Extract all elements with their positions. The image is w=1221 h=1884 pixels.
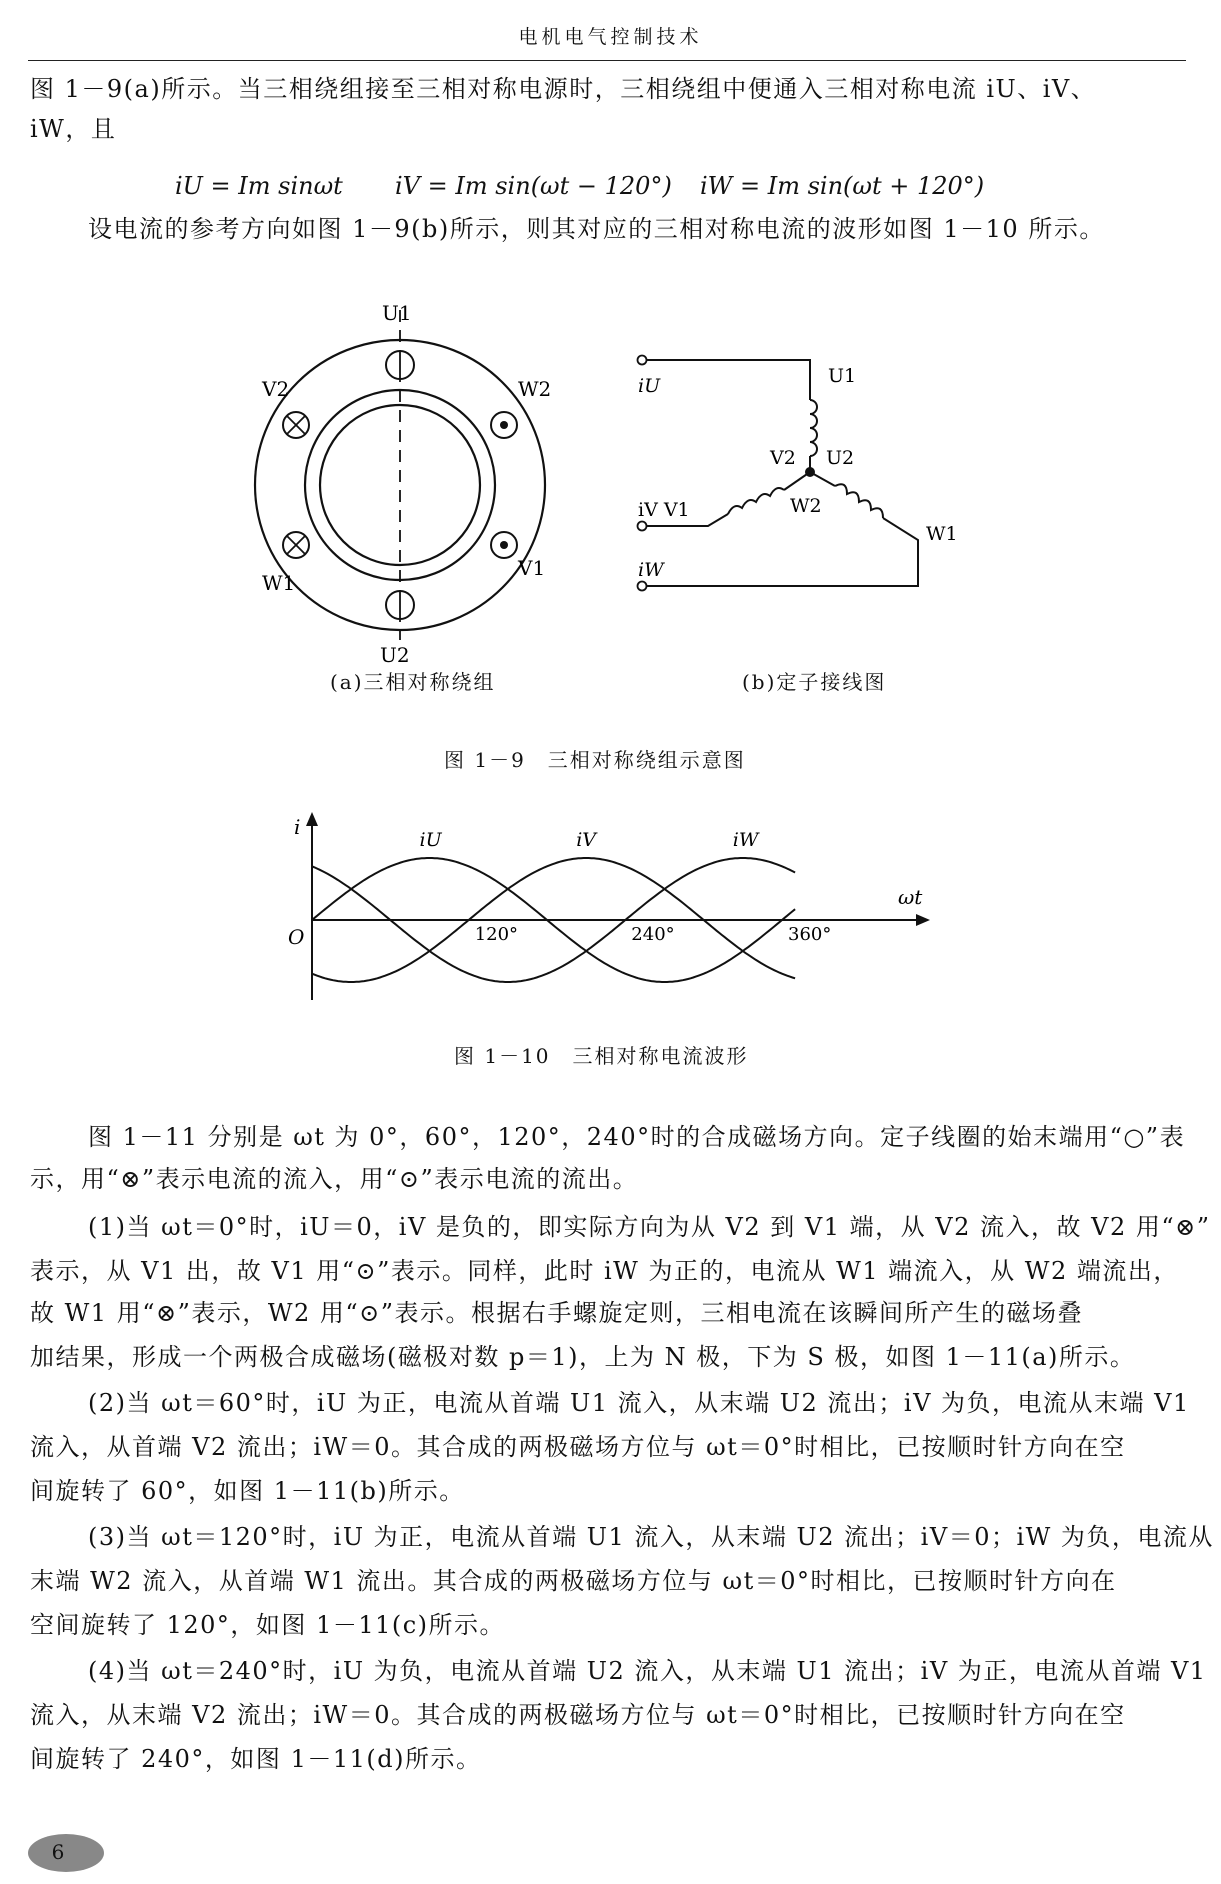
paragraph-line: 间旋转了 60°，如图 1－11(b)所示。 — [30, 1477, 465, 1505]
paragraph-line: 图 1－9(a)所示。当三相绕组接至三相对称电源时，三相绕组中便通入三相对称电流 iU、iV、 — [30, 75, 1097, 103]
paragraph-line: iW，且 — [30, 115, 117, 143]
paragraph-line: 示，用“⊗”表示电流的流入，用“⊙”表示电流的流出。 — [30, 1165, 639, 1193]
terminal-w — [638, 582, 647, 591]
paragraph-line: 间旋转了 240°，如图 1－11(d)所示。 — [30, 1745, 482, 1773]
page-number: 6 — [51, 1840, 65, 1864]
label-iv-v1: iV V1 — [638, 499, 690, 521]
label-iw: iW — [638, 559, 664, 581]
running-header: 电机电气控制技术 — [518, 26, 703, 48]
figure-1-10-caption: 图 1－10 三相对称电流波形 — [454, 1044, 749, 1068]
figure-1-9-caption: 图 1－9 三相对称绕组示意图 — [444, 748, 746, 772]
figure-1-9a-winding-diagram — [240, 290, 560, 670]
stator-outer-circle — [255, 340, 545, 630]
label-u2: U2 — [380, 643, 410, 667]
formula-iw: iW = Im sin(ωt + 120°) — [700, 172, 985, 200]
label-b-u1: U1 — [828, 365, 857, 387]
label-w1: W1 — [262, 571, 296, 595]
paragraph-line: 流入，从首端 V2 流出；iW＝0。其合成的两极磁场方位与 ωt＝0°时相比，已按顺时针方向在空 — [30, 1433, 1126, 1461]
paragraph-line: 故 W1 用“⊗”表示，W2 用“⊙”表示。根据右手螺旋定则，三相电流在该瞬间所产生的磁场叠 — [30, 1299, 1084, 1327]
paragraph-line: (4)当 ωt＝240°时，iU 为负，电流从首端 U2 流入，从末端 U1 流出；iV 为正，电流从首端 V1 — [88, 1657, 1207, 1685]
x-tick-label-240: 240° — [631, 924, 675, 945]
x-axis-label: ωt — [898, 885, 923, 909]
formula-iu: iU = Im sinωt — [175, 172, 343, 200]
x-axis-arrow — [916, 914, 930, 926]
label-b-w1: W1 — [926, 523, 958, 545]
coil-w — [835, 484, 883, 518]
header-rule — [28, 60, 1186, 61]
label-b-u2: U2 — [826, 447, 855, 469]
terminal-v — [638, 522, 647, 531]
figure-1-9a-caption: (a)三相对称绕组 — [330, 670, 496, 694]
paragraph-line: 末端 W2 流入，从首端 W1 流出。其合成的两极磁场方位与 ωt＝0°时相比，已按顺时针方向在 — [30, 1567, 1117, 1595]
label-b-w2: W2 — [790, 495, 822, 517]
paragraph-line: 图 1－11 分别是 ωt 为 0°，60°，120°，240°时的合成磁场方向。定子线圈的始末端用“○”表 — [88, 1123, 1186, 1151]
figure-1-10-waveform-chart — [270, 810, 950, 1010]
series-label-iV: iV — [576, 829, 597, 851]
terminal-u — [638, 356, 647, 365]
label-v1: V1 — [518, 556, 546, 580]
coil-u — [810, 400, 817, 456]
paragraph-line: 流入，从末端 V2 流出；iW＝0。其合成的两极磁场方位与 ωt＝0°时相比，已按顺时针方向在空 — [30, 1701, 1126, 1729]
paragraph-line: 加结果，形成一个两极合成磁场(磁极对数 p＝1)，上为 N 极，下为 S 极，如图 1－11(a)所示。 — [30, 1343, 1136, 1371]
figure-1-9b-caption: (b)定子接线图 — [742, 670, 887, 694]
y-axis-arrow — [306, 812, 318, 826]
label-b-v2: V2 — [770, 447, 796, 469]
series-label-iU: iU — [419, 829, 442, 851]
series-label-iW: iW — [732, 829, 759, 851]
paragraph-line: 设电流的参考方向如图 1－9(b)所示，则其对应的三相对称电流的波形如图 1－10 所示。 — [88, 215, 1105, 243]
figure-1-9b-wiring-diagram — [630, 340, 970, 610]
coil-v — [728, 488, 784, 514]
paragraph-line: 空间旋转了 120°，如图 1－11(c)所示。 — [30, 1611, 506, 1639]
paragraph-line: (2)当 ωt＝60°时，iU 为正，电流从首端 U1 流入，从末端 U2 流出；iV 为负，电流从末端 V1 — [88, 1389, 1190, 1417]
x-tick-label-360: 360° — [788, 924, 832, 945]
origin-label: O — [288, 925, 305, 949]
label-iu: iU — [638, 375, 661, 397]
y-axis-label: i — [294, 815, 301, 839]
paragraph-line: (1)当 ωt＝0°时，iU＝0，iV 是负的，即实际方向为从 V2 到 V1 端，从 V2 流入，故 V2 用“⊗” — [88, 1213, 1211, 1241]
paragraph-line: (3)当 ωt＝120°时，iU 为正，电流从首端 U1 流入，从末端 U2 流出；iV＝0；iW 为负，电流从 — [88, 1523, 1214, 1551]
paragraph-line: 表示，从 V1 出，故 V1 用“⊙”表示。同样，此时 iW 为正的，电流从 W1 端流入，从 W2 端流出， — [30, 1257, 1179, 1285]
label-w2: W2 — [518, 377, 552, 401]
x-tick-label-120: 120° — [474, 924, 519, 945]
label-v2: V2 — [262, 377, 290, 401]
formula-iv: iV = Im sin(ωt − 120°) — [395, 172, 672, 200]
label-u1: U1 — [382, 301, 412, 325]
